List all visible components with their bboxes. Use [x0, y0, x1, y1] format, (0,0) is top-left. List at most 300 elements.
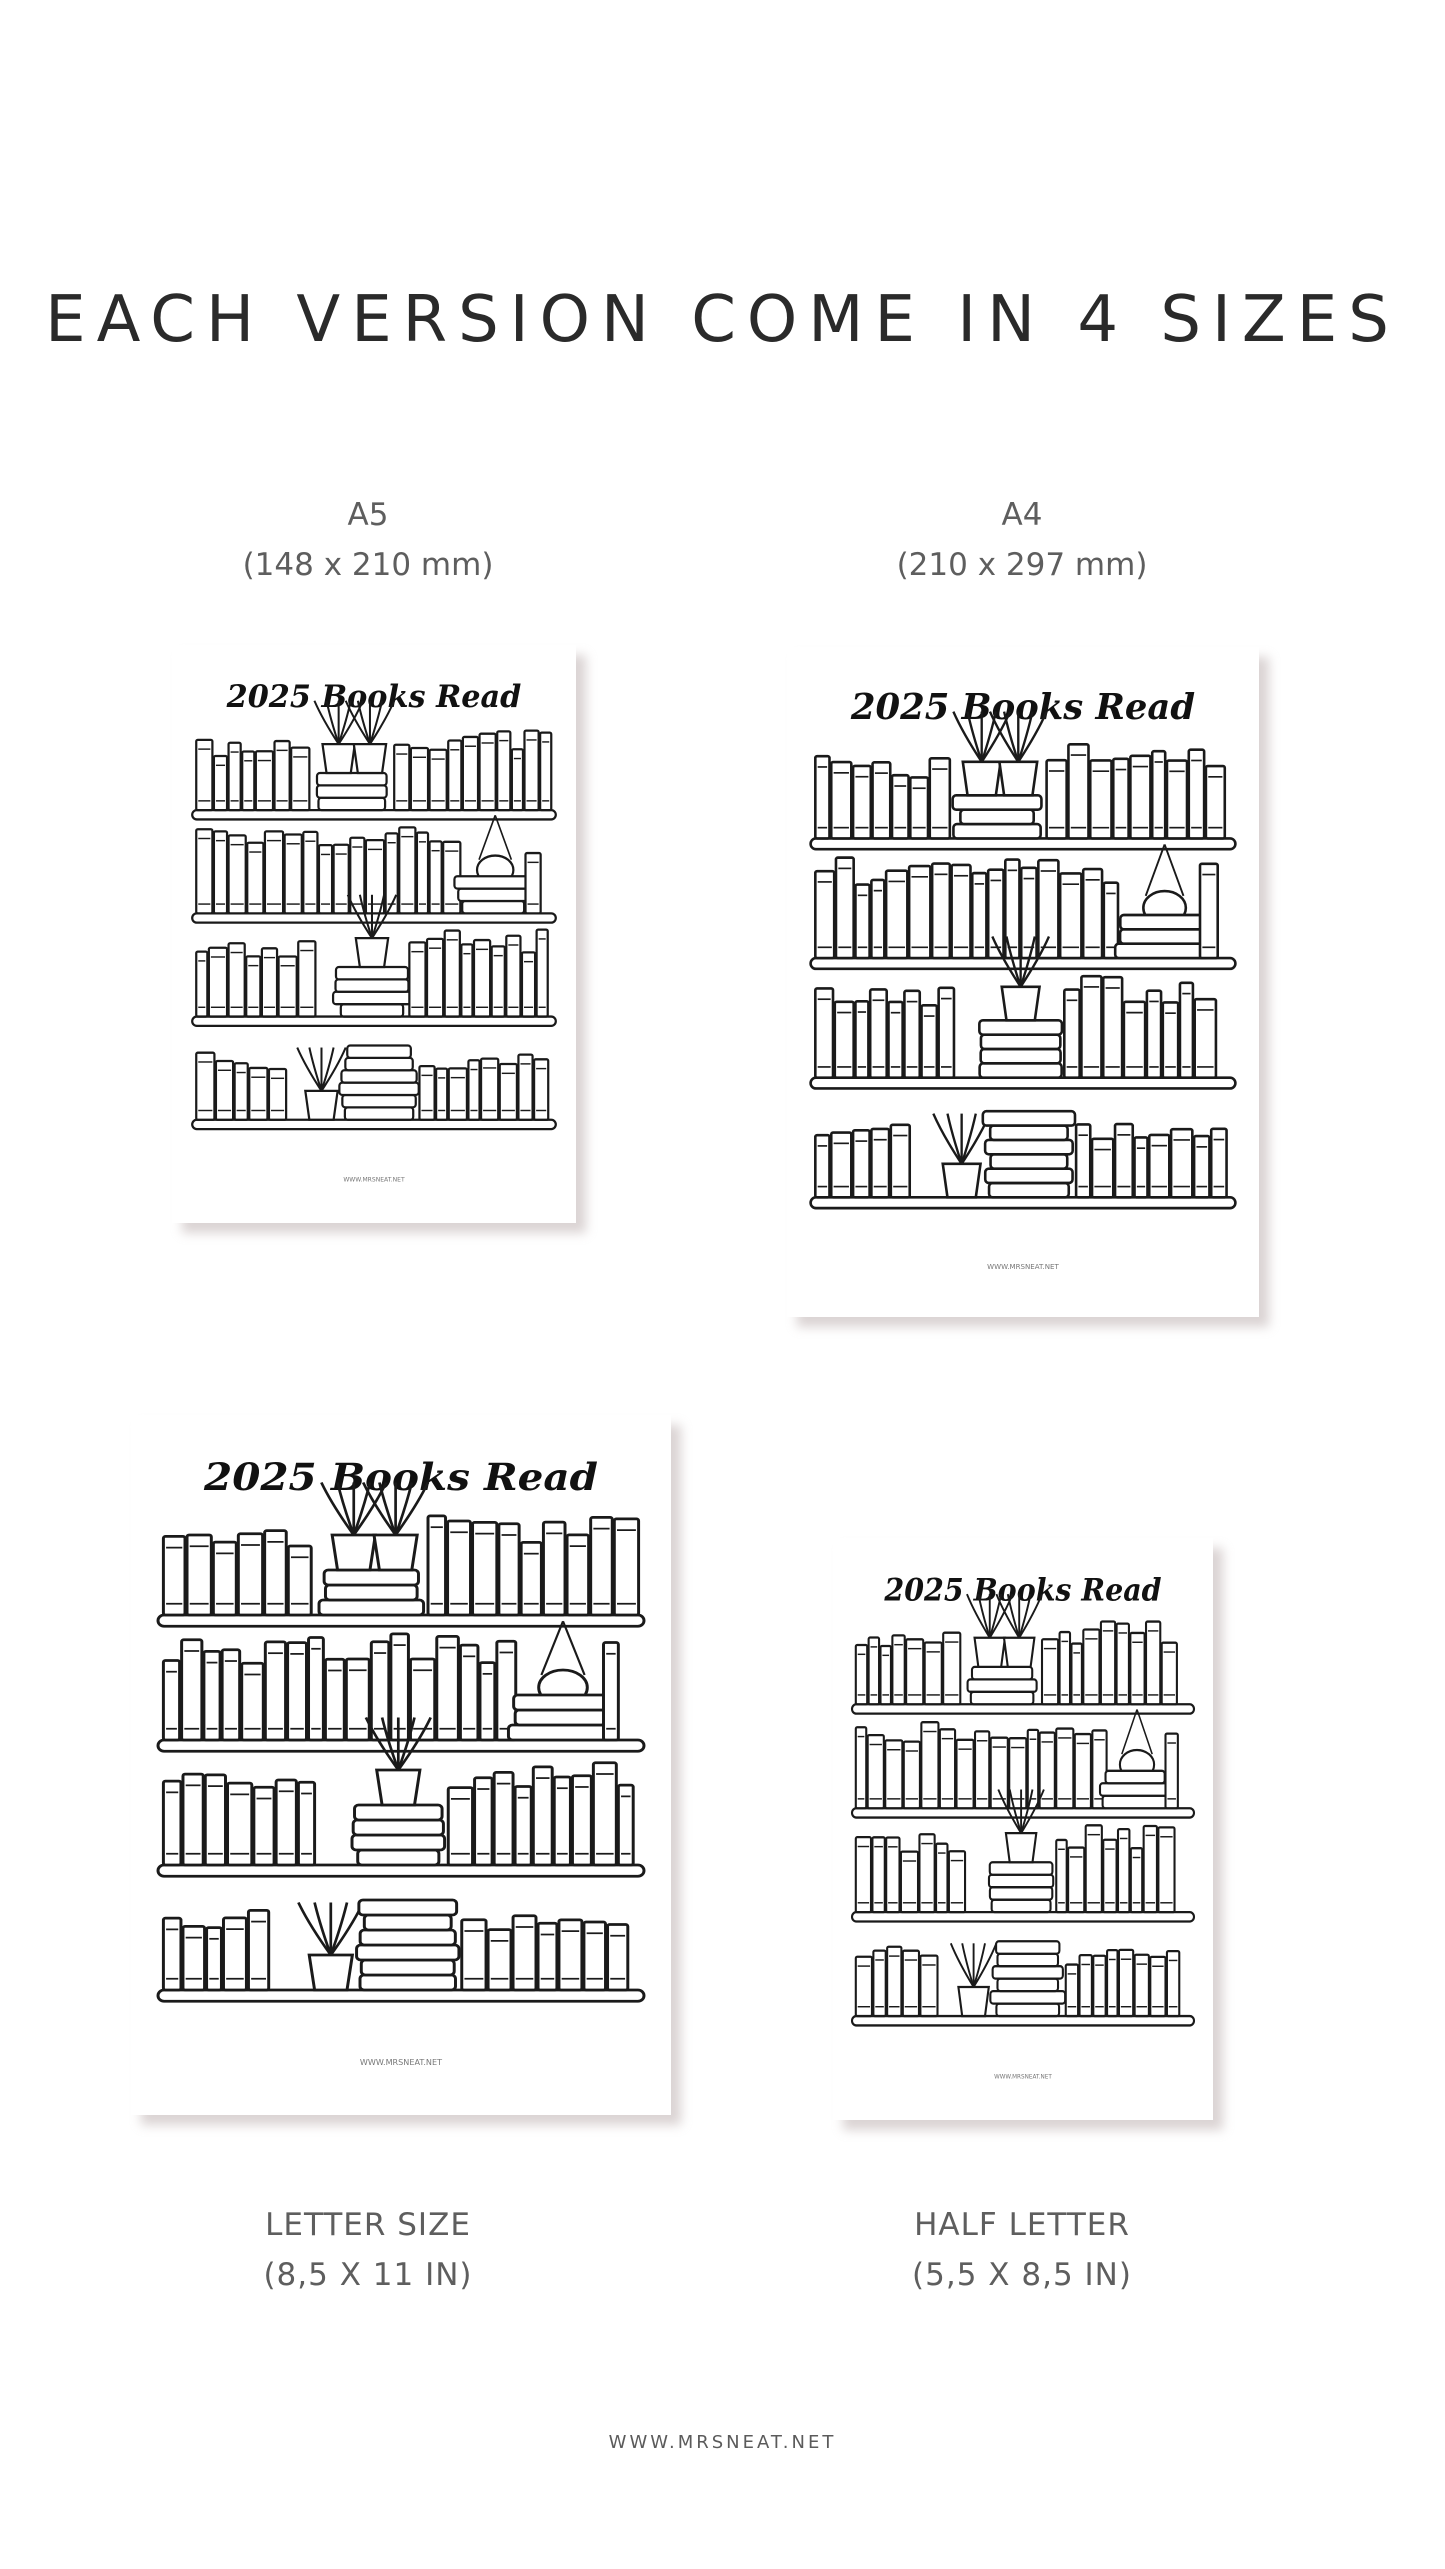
stacked-book: [1120, 929, 1204, 943]
book: [1103, 1840, 1116, 1912]
book: [1060, 873, 1081, 958]
size-name: HALF LETTER: [914, 2207, 1130, 2243]
shelf-board: [158, 1990, 644, 2001]
book: [524, 731, 538, 810]
book: [275, 741, 290, 810]
shelf-2: [192, 815, 556, 922]
book: [182, 1640, 202, 1740]
stacked-book: [996, 2004, 1059, 2016]
book: [417, 833, 428, 914]
book: [269, 1069, 286, 1120]
book: [593, 1763, 616, 1865]
book: [196, 829, 212, 913]
shelf-board: [192, 913, 556, 922]
book: [1130, 1633, 1144, 1704]
stacked-book: [357, 1945, 459, 1960]
book: [229, 943, 245, 1016]
sheet-a4: [787, 647, 1259, 1317]
book: [229, 835, 246, 913]
book: [183, 1926, 205, 1990]
book: [163, 1781, 181, 1865]
book: [445, 931, 460, 1017]
stacked-book: [341, 1004, 403, 1016]
size-dims: (8,5 X 11 IN): [263, 2257, 473, 2293]
book: [975, 1731, 989, 1808]
shelf-board: [852, 1808, 1194, 1817]
book: [856, 1837, 871, 1912]
book: [892, 1635, 904, 1704]
book: [815, 756, 829, 838]
stacked-book: [996, 1941, 1059, 1953]
book: [207, 1928, 222, 1990]
book: [1152, 751, 1165, 838]
shelf-1: [158, 1483, 644, 1627]
book: [1028, 1730, 1038, 1808]
book: [930, 758, 950, 838]
book: [939, 988, 954, 1078]
book: [436, 1069, 447, 1120]
book: [196, 1053, 214, 1120]
book: [448, 1521, 471, 1615]
book: [932, 864, 950, 958]
book: [1064, 990, 1079, 1078]
book: [1189, 750, 1204, 839]
book: [1060, 1632, 1070, 1704]
book: [886, 871, 907, 958]
book: [205, 1775, 225, 1865]
book: [428, 1516, 446, 1615]
stacked-book: [353, 1820, 443, 1835]
plant-leaf: [298, 1903, 330, 1956]
book: [871, 880, 884, 958]
book: [249, 1068, 267, 1120]
plant-pot: [356, 938, 388, 967]
book: [910, 777, 928, 838]
stacked-book: [1106, 1771, 1165, 1783]
shelf-2: [811, 844, 1236, 968]
book: [196, 740, 212, 810]
size-label-letter: [168, 2200, 568, 2300]
sheet-half-letter: [833, 1538, 1213, 2120]
shelf-4: [158, 1900, 644, 2001]
book: [463, 737, 478, 810]
plant-pot: [963, 762, 1001, 796]
book: [288, 1546, 311, 1615]
book: [265, 831, 283, 913]
stacked-book: [985, 1169, 1072, 1183]
book: [533, 1767, 552, 1865]
hanger-string: [1137, 1709, 1152, 1754]
book: [1158, 1827, 1174, 1912]
size-dims: (210 x 297 mm): [896, 547, 1148, 583]
book: [461, 944, 472, 1016]
stacked-book: [980, 1063, 1062, 1077]
book: [346, 1659, 369, 1740]
book: [475, 1778, 493, 1865]
shelf-board: [852, 1912, 1194, 1921]
book: [1167, 761, 1187, 839]
book: [386, 833, 398, 913]
stacked-book: [318, 798, 385, 810]
book: [887, 1947, 901, 2016]
stacked-book: [981, 1035, 1060, 1049]
plant-leaf: [297, 1048, 321, 1091]
book: [836, 858, 854, 958]
size-name: A5: [347, 497, 389, 533]
sheet-letter: [131, 1415, 671, 2115]
book: [608, 1924, 628, 1990]
stacked-book: [989, 1875, 1053, 1887]
sheet-footer: WWW.MRSNEAT.NET: [359, 2058, 443, 2067]
book: [410, 1659, 434, 1740]
stacked-book: [336, 967, 408, 979]
stacked-book: [979, 1020, 1062, 1034]
stacked-book: [993, 1966, 1063, 1978]
sheet-footer: WWW.MRSNEAT.NET: [343, 1176, 405, 1184]
shelf-board: [852, 1704, 1194, 1713]
size-label-a4: [822, 490, 1222, 590]
stacked-book: [333, 992, 411, 1004]
shelf-2: [852, 1709, 1194, 1817]
book: [309, 1638, 324, 1740]
stacked-book: [361, 1960, 454, 1975]
hanger-string: [1146, 844, 1165, 895]
stacked-book: [352, 1835, 445, 1850]
book: [319, 845, 332, 913]
book: [265, 1531, 287, 1615]
book: [1075, 1734, 1091, 1808]
book: [856, 1727, 866, 1808]
stacked-book: [508, 1725, 612, 1740]
stacked-book: [985, 1140, 1073, 1154]
stacked-book: [998, 1954, 1058, 1966]
book: [543, 1522, 565, 1615]
book: [538, 1923, 557, 1990]
book: [460, 1645, 478, 1740]
book: [288, 1643, 307, 1740]
book: [1086, 1825, 1102, 1912]
stacked-book: [345, 1107, 413, 1119]
stacked-book: [347, 1045, 411, 1057]
book: [1130, 756, 1150, 839]
hanger-string: [563, 1621, 585, 1675]
book: [247, 843, 263, 914]
book: [1144, 1826, 1157, 1912]
book: [936, 1844, 947, 1912]
book: [614, 1519, 638, 1615]
headline: EACH VERSION COME IN 4 SIZES: [45, 283, 1400, 357]
hanger-string: [1122, 1709, 1137, 1754]
sheet-title: 2025 Books Read: [226, 678, 522, 716]
book: [228, 1783, 252, 1865]
book: [831, 1133, 851, 1198]
size-label-half-letter: [822, 2200, 1222, 2300]
shelf-4: [852, 1941, 1194, 2025]
plant-leaf: [321, 1048, 333, 1091]
sheet-title: 2025 Books Read: [850, 686, 1196, 728]
book: [554, 1777, 570, 1865]
book: [371, 1642, 389, 1740]
shelf-board: [192, 810, 556, 819]
plant-pot: [1004, 1638, 1034, 1667]
book: [1166, 1734, 1178, 1809]
book: [427, 939, 443, 1017]
stacked-book: [968, 1679, 1037, 1691]
shelf-1: [811, 712, 1236, 850]
book: [334, 845, 349, 914]
stacked-book: [990, 1887, 1052, 1899]
book: [214, 756, 227, 810]
book: [262, 948, 277, 1016]
book: [285, 834, 302, 913]
book: [1021, 868, 1036, 958]
book: [540, 733, 551, 810]
book: [488, 1930, 511, 1990]
book: [409, 942, 425, 1016]
book: [1047, 760, 1067, 838]
shelf-board: [158, 1615, 644, 1626]
book: [943, 1633, 960, 1705]
book: [506, 936, 520, 1017]
book: [1135, 1137, 1148, 1197]
size-name: A4: [1001, 497, 1043, 533]
plant-leaf: [309, 1048, 321, 1091]
bookshelf-illustration: [787, 647, 1259, 1317]
book: [1092, 1139, 1113, 1198]
book: [815, 1135, 829, 1197]
sheet-a5: [172, 645, 576, 1223]
stacked-book: [960, 810, 1033, 824]
book: [1083, 1630, 1099, 1705]
website-url: WWW.MRSNEAT.NET: [608, 2432, 837, 2453]
plant-leaf: [962, 1943, 973, 1987]
book: [1194, 1136, 1209, 1197]
sheet-footer: WWW.MRSNEAT.NET: [987, 1262, 1059, 1272]
stacked-book: [317, 773, 387, 785]
book: [492, 946, 505, 1016]
shelf-board: [192, 1120, 556, 1129]
size-label-a5: [168, 490, 568, 590]
book: [500, 1064, 517, 1120]
bookshelf-illustration: [172, 645, 576, 1223]
book: [480, 734, 496, 810]
book: [1180, 983, 1193, 1078]
stacked-book: [339, 1083, 418, 1095]
stacked-book: [997, 1979, 1058, 1991]
plant-leaf: [315, 1903, 331, 1956]
book: [298, 1782, 314, 1865]
book: [952, 865, 971, 958]
book: [1101, 1622, 1115, 1705]
shelf-1: [192, 701, 556, 820]
plant-pot: [1006, 1833, 1036, 1862]
shelf-1: [852, 1594, 1194, 1714]
stacked-book: [360, 1930, 455, 1945]
book: [591, 1517, 613, 1615]
stacked-book: [319, 1600, 424, 1615]
book: [473, 1522, 497, 1615]
book: [1103, 977, 1122, 1077]
book: [183, 1774, 203, 1865]
plant-leaf: [962, 1114, 976, 1164]
stacked-book: [983, 1111, 1075, 1125]
book: [972, 873, 986, 958]
book: [474, 940, 490, 1017]
book: [1056, 1729, 1073, 1809]
book: [1081, 976, 1101, 1078]
book: [1118, 1829, 1129, 1912]
sheet-footer: WWW.MRSNEAT.NET: [994, 2073, 1052, 2081]
book: [940, 1729, 955, 1808]
stacked-book: [345, 1058, 412, 1070]
shelf-4: [811, 1111, 1236, 1208]
plant-pot: [309, 1955, 352, 1990]
stacked-book: [462, 901, 524, 913]
book: [919, 1834, 934, 1912]
stacked-book: [454, 876, 531, 888]
book: [303, 832, 317, 913]
book: [872, 1837, 884, 1912]
stacked-book: [358, 1850, 439, 1865]
shelf-4: [192, 1045, 556, 1129]
book: [572, 1776, 591, 1865]
size-dims: (148 x 210 mm): [242, 547, 494, 583]
book: [815, 988, 833, 1077]
book: [584, 1922, 606, 1990]
plant-leaf: [933, 1114, 961, 1164]
stacked-book: [1103, 1796, 1168, 1808]
bookshelf-illustration: [131, 1415, 671, 2115]
plant-pot: [377, 1770, 420, 1805]
book: [604, 1643, 619, 1740]
book: [1038, 860, 1058, 958]
book: [886, 1837, 899, 1912]
stacked-book: [991, 1154, 1068, 1168]
stacked-book: [360, 1975, 455, 1990]
book: [870, 989, 887, 1077]
book: [437, 1636, 459, 1740]
book: [265, 1642, 285, 1740]
book: [904, 991, 919, 1078]
book: [909, 866, 930, 958]
book: [537, 930, 548, 1017]
shelf-board: [811, 838, 1236, 849]
shelf-board: [852, 2016, 1194, 2025]
book: [1040, 1733, 1055, 1809]
plant-leaf: [974, 1943, 997, 1987]
book: [1066, 1965, 1078, 2017]
stacked-book: [1115, 944, 1209, 958]
plant-pot: [1002, 987, 1040, 1021]
plant-pot: [354, 744, 386, 773]
plant-pot: [999, 762, 1037, 796]
book: [449, 1068, 467, 1119]
book: [1056, 1840, 1066, 1912]
book: [499, 1524, 519, 1615]
stacked-book: [341, 1070, 416, 1082]
hanger-string: [541, 1621, 563, 1675]
plant-pot: [322, 744, 354, 773]
book: [1090, 760, 1111, 838]
plant-leaf: [331, 1903, 347, 1956]
bookshelf-illustration: [833, 1538, 1213, 2120]
book: [494, 1772, 513, 1865]
book: [1083, 869, 1102, 958]
stacked-book: [342, 1095, 415, 1107]
book: [1146, 1622, 1160, 1705]
stacked-book: [336, 979, 409, 991]
stacked-book: [324, 1570, 418, 1585]
stacked-book: [990, 1862, 1053, 1874]
size-dims: (5,5 X 8,5 IN): [912, 2257, 1132, 2293]
stacked-book: [971, 1692, 1034, 1704]
book: [235, 1063, 248, 1120]
plant-leaf: [951, 1943, 974, 1987]
hanger-string: [495, 815, 511, 859]
book: [892, 775, 909, 838]
book: [957, 1740, 974, 1808]
stacked-book: [1120, 915, 1204, 929]
plant-pot: [958, 1987, 988, 2016]
stacked-book: [972, 1667, 1032, 1679]
stacked-book: [514, 1695, 607, 1710]
sheet-title: 2025 Books Read: [884, 1572, 1162, 1609]
shelf-2: [158, 1621, 644, 1751]
book: [991, 1738, 1008, 1809]
book: [868, 1735, 884, 1808]
book: [298, 941, 315, 1016]
book: [1068, 744, 1088, 838]
stacked-book: [325, 1585, 417, 1600]
book: [1117, 1624, 1129, 1705]
book: [419, 1066, 434, 1120]
book: [1113, 759, 1128, 839]
stacked-book: [1100, 1783, 1170, 1795]
shelf-board: [192, 1017, 556, 1026]
shelf-board: [811, 1197, 1236, 1208]
book: [238, 1534, 262, 1615]
book: [448, 741, 461, 811]
plant-pot: [943, 1164, 981, 1198]
stacked-book: [355, 1805, 443, 1820]
stacked-book: [515, 1710, 605, 1725]
size-name: LETTER SIZE: [265, 2207, 471, 2243]
stacked-book: [992, 1900, 1051, 1912]
stacked-book: [317, 785, 387, 797]
plant-pot: [305, 1091, 337, 1120]
book: [1147, 991, 1161, 1078]
shelf-board: [811, 958, 1236, 969]
book: [276, 1780, 296, 1865]
stacked-book: [981, 1049, 1061, 1063]
shelf-board: [811, 1078, 1236, 1089]
stacked-book: [953, 824, 1040, 838]
book: [1200, 864, 1218, 958]
book: [214, 831, 227, 913]
book: [497, 731, 510, 810]
book: [1195, 999, 1216, 1078]
shelf-board: [158, 1865, 644, 1876]
book: [229, 743, 241, 810]
plant-leaf: [974, 1943, 985, 1987]
plant-pot: [332, 1535, 375, 1570]
stacked-book: [990, 1991, 1065, 2003]
shelf-board: [158, 1740, 644, 1751]
sheet-title: 2025 Books Read: [204, 1455, 598, 1500]
book: [222, 1650, 240, 1740]
book: [885, 1740, 902, 1808]
stacked-book: [458, 889, 528, 901]
